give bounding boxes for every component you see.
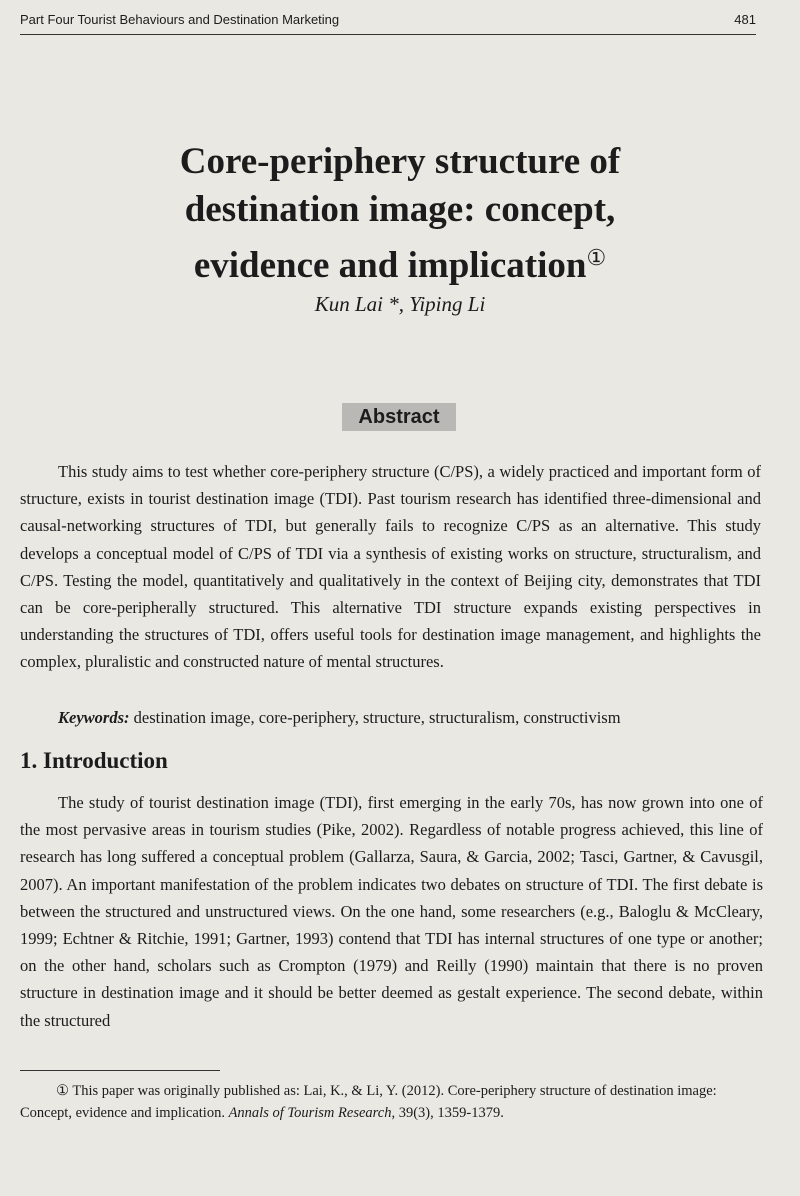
footnote [20,1080,765,1124]
title-line-3 [0,234,800,290]
running-header [20,10,756,35]
keywords-label: Keywords: [58,708,130,727]
article-title [0,138,800,290]
page-number: 481 [734,12,756,27]
footnote-divider [20,1070,220,1071]
keywords [58,706,761,730]
section-heading-introduction: 1. Introduction [20,748,168,773]
keywords-text: destination image, core-periphery, structure, structuralism, constructivism [129,708,621,727]
introduction-text: The study of tourist destination image (TDI), first emerging in the early 70s, has now grown into one of the most pervasive areas in tourism studies (Pike, 2002). Regardless of notable progress achieved, this line of research has long suffered a conceptual problem (Gallarza, Saura, & Garcia, 2002; Tasci, Gartner, & Cavusgil, 2007). An important manifestation of the problem indicates two debates on structure of TDI. The first debate is between the structured and unstructured views. On the one hand, some researchers (e.g., Baloglu & McCleary, 1999; Echtner & Ritchie, 1991; Gartner, 1993) contend that TDI has internal structures of one type or another; on the other hand, scholars such as Crompton (1979) and Reilly (1990) maintain that there is no proven structure in destination image and it should be better deemed as gestalt experience. The second debate, within the structured [20,793,763,1030]
abstract-heading: Abstract [342,403,456,431]
footnote-text-before: This paper was originally published as: Lai, K., & Li, Y. (2012). Core-periphery structure of destination image: Concept, evidence and implication. [20,1083,717,1121]
footnote-text-after: , 39(3), 1359-1379. [391,1105,504,1121]
footnote-mark: ① [56,1083,69,1099]
title-line-1: Core-periphery structure of [179,141,621,182]
abstract-text: This study aims to test whether core-periphery structure (C/PS), a widely practiced and important form of structure, exists in tourist destination image (TDI). Past tourism research has identified three-dimensional and causal-networking structures of TDI, but generally fails to recognize C/PS as an alternative. This study develops a conceptual model of C/PS of TDI via a synthesis of existing works on structure, structuralism, and C/PS. Testing the model, quantitatively and qualitatively in the context of Beijing city, demonstrates that TDI can be core-peripherally structured. This alternative TDI structure expands existing perspectives in understanding the structures of TDI, offers useful tools for destination image management, and highlights the complex, pluralistic and constructed nature of mental structures. [20,462,761,672]
authors: Kun Lai *, Yiping Li [314,292,486,316]
title-line-2: destination image: concept, [184,189,616,230]
footnote-journal: Annals of Tourism Research [228,1105,392,1121]
running-header-part: Part Four Tourist Behaviours and Destination Marketing [20,12,340,27]
title-line-3-text: evidence and implication [193,245,587,286]
title-footnote-mark[interactable]: ① [586,245,607,270]
